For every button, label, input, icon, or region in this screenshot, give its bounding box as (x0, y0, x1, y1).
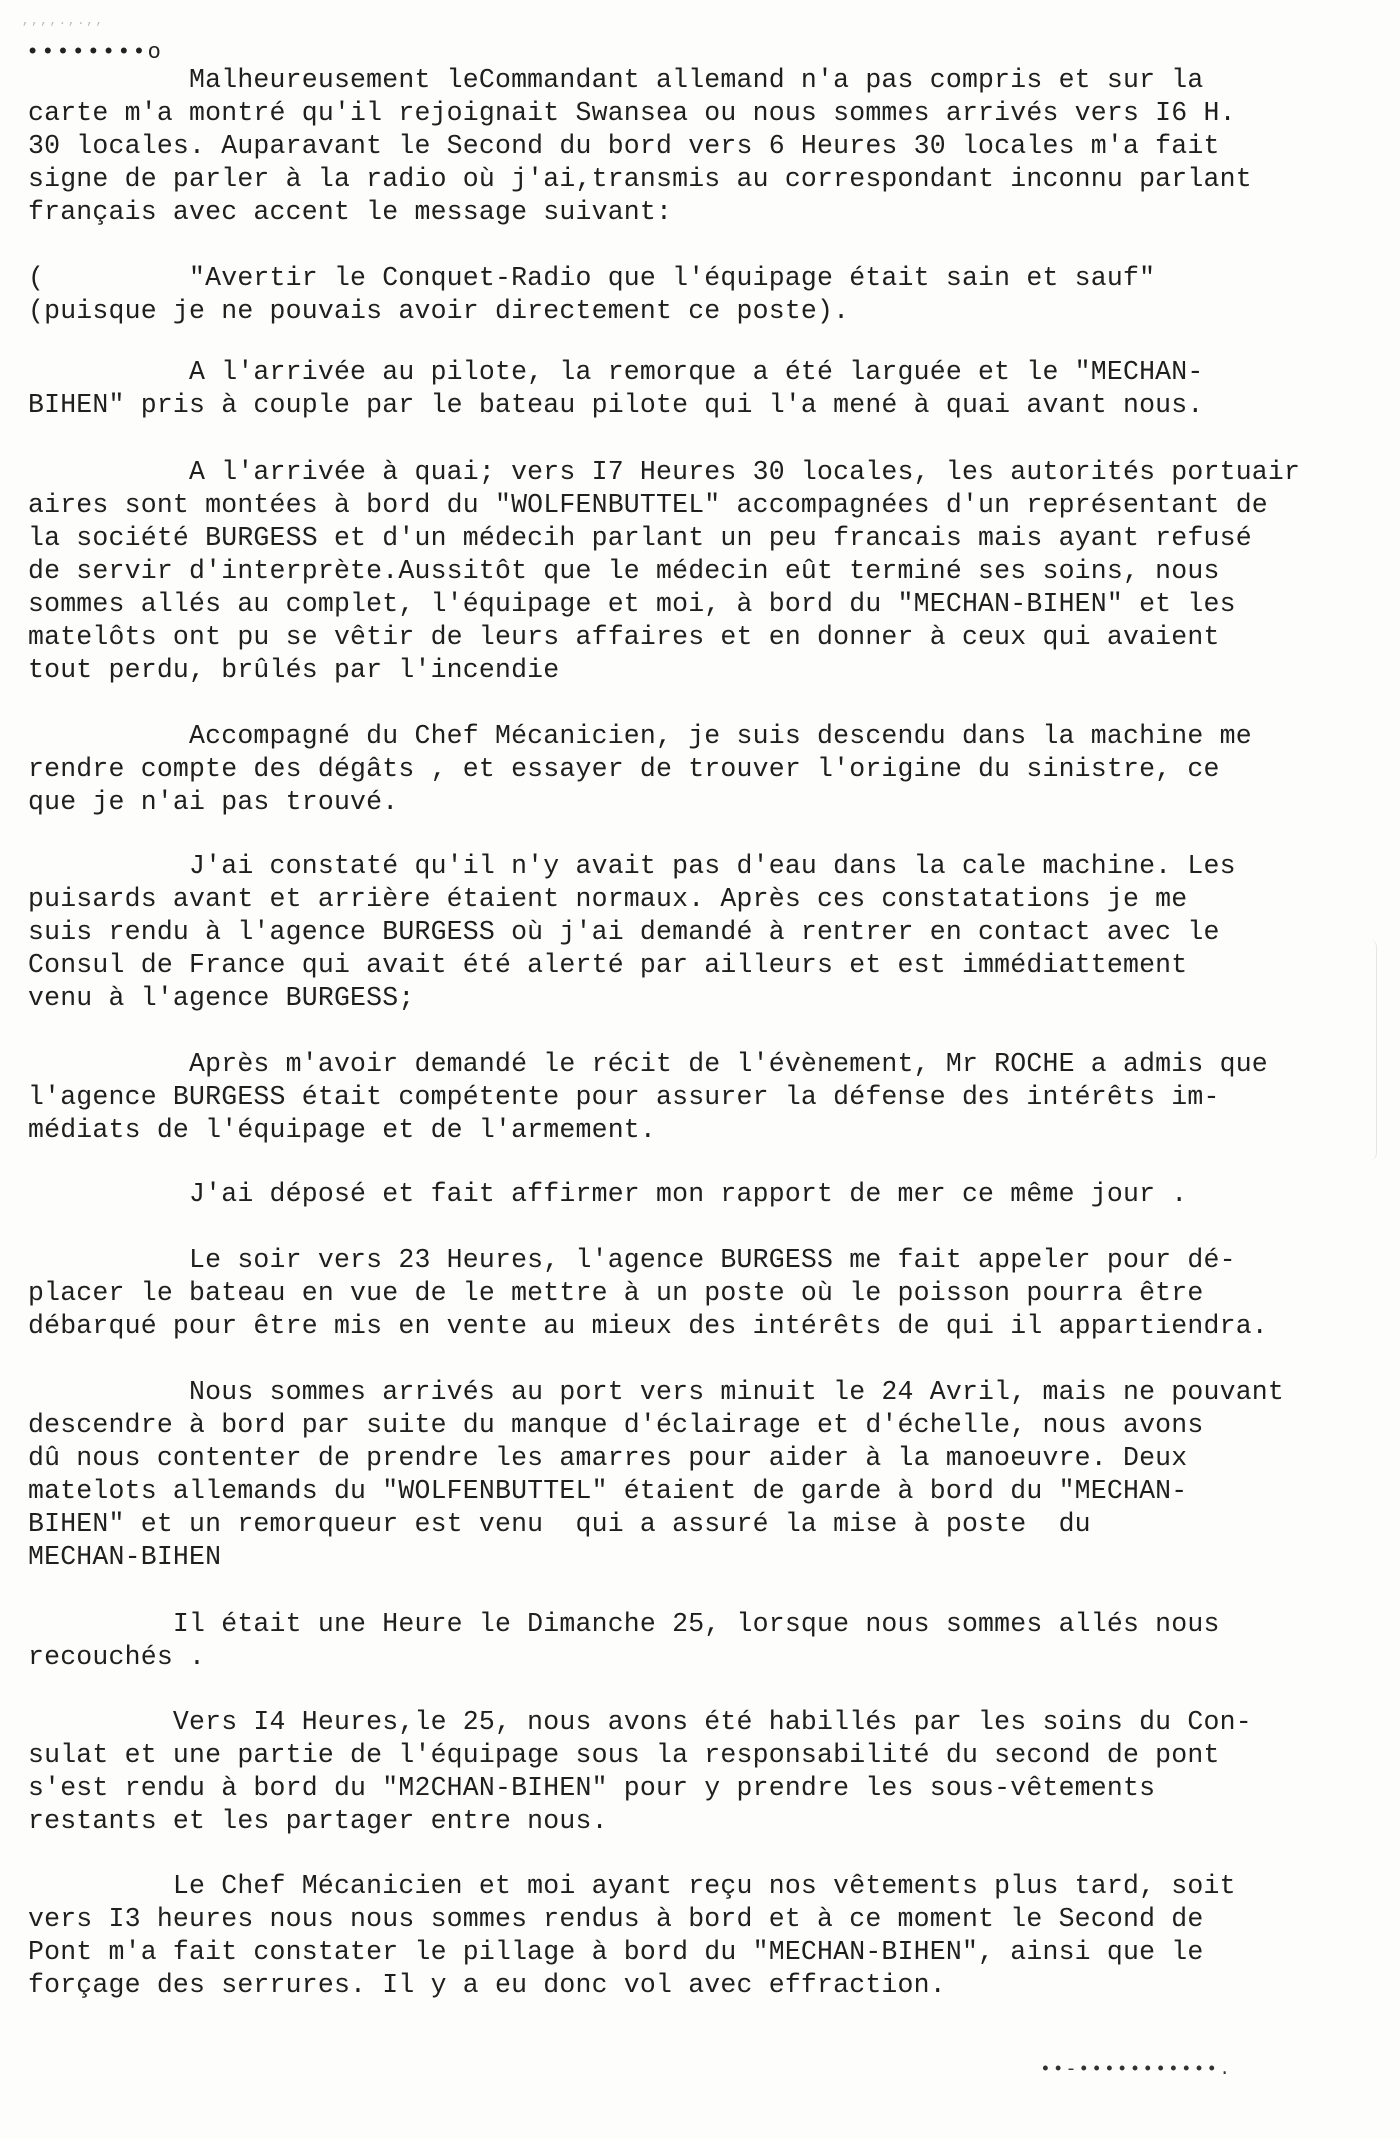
top-dot-leader: ••••••••o (26, 40, 163, 65)
paragraph-8 (28, 1178, 1358, 1211)
text-line: 30 locales. Auparavant le Second du bord vers 6 Heures 30 locales m'a fait (28, 131, 1220, 161)
text-line: l'agence BURGESS était compétente pour assurer la défense des intérêts im- (28, 1082, 1220, 1112)
paper-fold-mark (1370, 940, 1377, 1160)
paragraph-4 (28, 456, 1358, 687)
text-line: suis rendu à l'agence BURGESS où j'ai demandé à rentrer en contact avec le (28, 917, 1220, 947)
text-line: sulat et une partie de l'équipage sous la responsabilité du second de pont (28, 1740, 1220, 1770)
text-line: Vers I4 Heures,le 25, nous avons été habillés par les soins du Con- (28, 1707, 1252, 1737)
paragraph-3 (28, 356, 1358, 422)
text-line: matelots allemands du "WOLFENBUTTEL" étaient de garde à bord du "MECHAN- (28, 1476, 1188, 1506)
text-line: carte m'a montré qu'il rejoignait Swansea ou nous sommes arrivés vers I6 H. (28, 98, 1236, 128)
paragraph-10 (28, 1376, 1358, 1574)
text-line: ( "Avertir le Conquet-Radio que l'équipage était sain et sauf" (28, 263, 1156, 293)
text-line: J'ai constaté qu'il n'y avait pas d'eau dans la cale machine. Les (28, 851, 1236, 881)
text-line: débarqué pour être mis en vente au mieux des intérêts de qui il appartiendra. (28, 1311, 1268, 1341)
text-line: médiats de l'équipage et de l'armement. (28, 1115, 657, 1145)
text-line: Consul de France qui avait été alerté par ailleurs et est immédiattement (28, 950, 1188, 980)
text-line: placer le bateau en vue de le mettre à un poste où le poisson pourra être (28, 1278, 1204, 1308)
text-line: J'ai déposé et fait affirmer mon rapport de mer ce même jour . (28, 1179, 1188, 1209)
text-line: que je n'ai pas trouvé. (28, 787, 399, 817)
text-line: rendre compte des dégâts , et essayer de trouver l'origine du sinistre, ce (28, 754, 1220, 784)
paragraph-13 (28, 1870, 1358, 2002)
text-line: Le soir vers 23 Heures, l'agence BURGESS me fait appeler pour dé- (28, 1245, 1236, 1275)
text-line: Il était une Heure le Dimanche 25, lorsque nous sommes allés nous (28, 1609, 1220, 1639)
paragraph-1 (28, 64, 1358, 229)
text-line: MECHAN-BIHEN (28, 1542, 222, 1572)
paragraph-2 (28, 262, 1358, 328)
text-line: signe de parler à la radio où j'ai,transmis au correspondant inconnu parlant (28, 164, 1252, 194)
text-line: (puisque je ne pouvais avoir directement ce poste). (28, 296, 850, 326)
text-line: restants et les partager entre nous. (28, 1806, 608, 1836)
paragraph-9 (28, 1244, 1358, 1343)
text-line: descendre à bord par suite du manque d'éclairage et d'échelle, nous avons (28, 1410, 1204, 1440)
text-line: aires sont montées à bord du "WOLFENBUTTEL" accompagnées d'un représentant de (28, 490, 1268, 520)
ghost-marks: ,,,,.,.,, (22, 14, 105, 28)
text-line: recouchés . (28, 1642, 206, 1672)
text-line: Pont m'a fait constater le pillage à bord du "MECHAN-BIHEN", ainsi que le (28, 1937, 1204, 1967)
bottom-dot-leader: ••-•••••••••••. (1040, 2060, 1233, 2080)
text-line: A l'arrivée à quai; vers I7 Heures 30 locales, les autorités portuair (28, 457, 1301, 487)
text-line: français avec accent le message suivant: (28, 197, 673, 227)
paragraph-11 (28, 1608, 1358, 1674)
text-line: forçage des serrures. Il y a eu donc vol avec effraction. (28, 1970, 946, 2000)
paragraph-6 (28, 850, 1358, 1015)
text-line: sommes allés au complet, l'équipage et moi, à bord du "MECHAN-BIHEN" et les (28, 589, 1236, 619)
paragraph-12 (28, 1706, 1358, 1838)
text-line: la société BURGESS et d'un médecih parlant un peu francais mais ayant refusé (28, 523, 1252, 553)
text-line: Malheureusement leCommandant allemand n'a pas compris et sur la (28, 65, 1204, 95)
text-line: A l'arrivée au pilote, la remorque a été larguée et le "MECHAN- (28, 357, 1204, 387)
text-line: venu à l'agence BURGESS; (28, 983, 415, 1013)
text-line: Le Chef Mécanicien et moi ayant reçu nos vêtements plus tard, soit (28, 1871, 1236, 1901)
paragraph-7 (28, 1048, 1358, 1147)
text-line: tout perdu, brûlés par l'incendie (28, 655, 560, 685)
text-line: Nous sommes arrivés au port vers minuit le 24 Avril, mais ne pouvant (28, 1377, 1285, 1407)
text-line: s'est rendu à bord du "M2CHAN-BIHEN" pour y prendre les sous-vêtements (28, 1773, 1156, 1803)
text-line: dû nous contenter de prendre les amarres pour aider à la manoeuvre. Deux (28, 1443, 1188, 1473)
text-line: Accompagné du Chef Mécanicien, je suis descendu dans la machine me (28, 721, 1252, 751)
text-line: matelôts ont pu se vêtir de leurs affaires et en donner à ceux qui avaient (28, 622, 1220, 652)
paragraph-5 (28, 720, 1358, 819)
text-line: vers I3 heures nous nous sommes rendus à bord et à ce moment le Second de (28, 1904, 1204, 1934)
text-line: Après m'avoir demandé le récit de l'évènement, Mr ROCHE a admis que (28, 1049, 1268, 1079)
text-line: BIHEN" pris à couple par le bateau pilote qui l'a mené à quai avant nous. (28, 390, 1204, 420)
text-line: de servir d'interprète.Aussitôt que le médecin eût terminé ses soins, nous (28, 556, 1220, 586)
text-line: puisards avant et arrière étaient normaux. Après ces constatations je me (28, 884, 1188, 914)
text-line: BIHEN" et un remorqueur est venu qui a assuré la mise à poste du (28, 1509, 1091, 1539)
